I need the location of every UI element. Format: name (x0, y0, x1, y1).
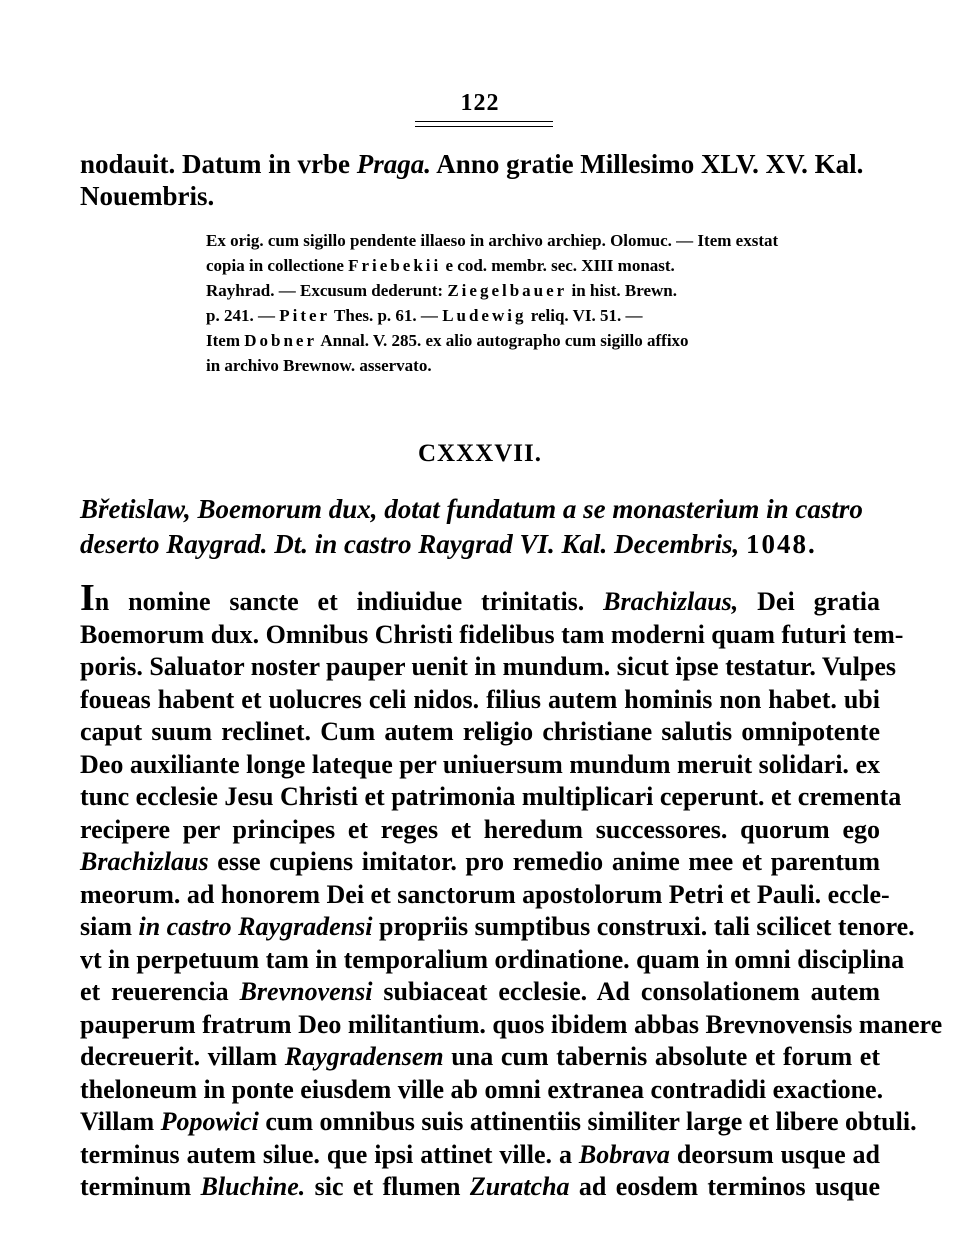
charter-number: CXXXVII. (418, 440, 542, 467)
source-note-author: Piter (279, 306, 331, 325)
source-note-line: Ex orig. cum sigillo pendente illaeso in archivo archiep. Olomuc. — Item exstat (206, 231, 779, 250)
source-note-text: Annal. V. 285. ex alio autographo cum sigillo affixo (317, 331, 689, 350)
source-note-author: Friebekii (348, 256, 442, 275)
source-note-text: Rayhrad. — Excusum dederunt: (206, 281, 448, 300)
body-text: siam (80, 912, 139, 941)
body-text: Villam (80, 1107, 161, 1136)
body-name: Brachizlaus (80, 847, 209, 876)
body-name: Brachizlaus, (603, 587, 739, 616)
body-text: deorsum usque ad (669, 1139, 881, 1169)
body-line: poris. Saluator noster pauper uenit in mundum. sicut ipse testatur. Vulpes (80, 652, 897, 681)
body-text: subiaceat ecclesie. Ad consolationem autem (372, 977, 880, 1006)
source-note-text: Item (206, 331, 245, 350)
source-note-text: in hist. Brewn. (567, 281, 677, 300)
charter-year: 1048. (746, 529, 817, 559)
body-line (80, 846, 880, 879)
body-line (80, 1139, 880, 1172)
body-text: terminus autem silue. que ipsi attinet ville. a (80, 1139, 579, 1169)
source-note-author: Ludewig (442, 306, 527, 325)
body-line: recipere per principes et reges et heredum successores. quorum ego (80, 814, 880, 844)
opening-paragraph (80, 148, 880, 212)
source-note-text: Thes. p. 61. — (330, 306, 443, 325)
body-name: Zuratcha (469, 1172, 570, 1201)
source-note-line: in archivo Brewnow. asservato. (206, 356, 432, 375)
body-line: theloneum in ponte eiusdem ville ab omni extranea contradidi exactione. (80, 1074, 884, 1104)
opening-text-2: Anno gratie Millesimo XLV. XV. Kal. Nouembris. (80, 149, 864, 211)
body-line (80, 911, 915, 944)
body-name: in castro Raygradensi (138, 912, 373, 941)
body-line: pauperum fratrum Deo militantium. quos ibidem abbas Brevnovensis manere (80, 1009, 943, 1039)
source-note-line (206, 328, 880, 353)
body-text: una cum tabernis absolute et forum et (443, 1042, 880, 1071)
body-text: ad eosdem terminos usque (569, 1172, 880, 1201)
opening-text-1: nodauit. Datum in vrbe (80, 149, 357, 179)
body-line: Deo auxiliante longe lateque per uniuersum mundum meruit solidari. ex (80, 749, 880, 779)
charter-body (80, 577, 943, 1204)
body-text: terminum (80, 1172, 201, 1201)
source-note-line (206, 253, 880, 278)
source-note-line (206, 278, 880, 303)
body-line (80, 1171, 880, 1204)
body-line (80, 1041, 880, 1074)
body-name: Raygradensem (284, 1042, 444, 1071)
initial-letter: I (80, 577, 95, 619)
body-name: Popowici (160, 1107, 259, 1136)
source-note-text: e cod. membr. sec. XIII monast. (441, 256, 675, 275)
source-note-text: p. 241. — (206, 306, 280, 325)
source-note-text: reliq. VI. 51. — (526, 306, 643, 325)
body-name: Brevnovensi (239, 977, 373, 1006)
body-line: foueas habent et uolucres celi nidos. filius autem hominis non habet. ubi (80, 684, 880, 714)
source-note-author: Dobner (244, 331, 318, 350)
body-line: Boemorum dux. Omnibus Christi fidelibus tam moderni quam futuri tem- (80, 619, 904, 649)
body-line: caput suum reclinet. Cum autem religio christiane salutis omnipotente (80, 717, 880, 746)
source-note-line (206, 303, 880, 328)
body-text: decreuerit. villam (80, 1042, 285, 1071)
body-text: n nomine sancte et indiuidue trinitatis. (94, 587, 604, 616)
charter-heading (80, 492, 880, 562)
body-line: tunc ecclesie Jesu Christi et patrimonia multiplicari ceperunt. et crementa (80, 782, 902, 811)
page-number: 122 (460, 90, 500, 116)
charter-heading-text: Břetislaw, Boemorum dux, dotat fundatum a se monasterium in castro deserto Raygrad. Dt. in castro Raygrad VI. Kal. Decembris, (80, 494, 863, 559)
body-text: sic et flumen (305, 1172, 470, 1201)
body-text: propriis sumptibus construxi. tali scilicet tenore. (372, 912, 915, 941)
body-text: cum omnibus suis attinentiis similiter large et libere obtuli. (258, 1107, 917, 1136)
body-text: Dei gratia (738, 587, 881, 616)
source-note-author: Ziegelbauer (447, 281, 568, 300)
body-name: Bluchine. (200, 1172, 306, 1201)
page-number-rule (415, 121, 553, 127)
opening-place: Praga. (356, 149, 432, 179)
body-text: esse cupiens imitator. pro remedio anime mee et parentum (208, 847, 880, 876)
body-text: et reuerencia (80, 977, 240, 1006)
body-line: meorum. ad honorem Dei et sanctorum apostolorum Petri et Pauli. eccle- (80, 879, 890, 909)
body-line (80, 1106, 917, 1139)
body-line: vt in perpetuum tam in temporalium ordinatione. quam in omni disciplina (80, 944, 905, 974)
source-note (206, 228, 880, 378)
body-name: Bobrava (578, 1139, 670, 1169)
source-note-text: copia in collectione (206, 256, 349, 275)
body-line (80, 577, 881, 619)
body-line (80, 976, 880, 1009)
